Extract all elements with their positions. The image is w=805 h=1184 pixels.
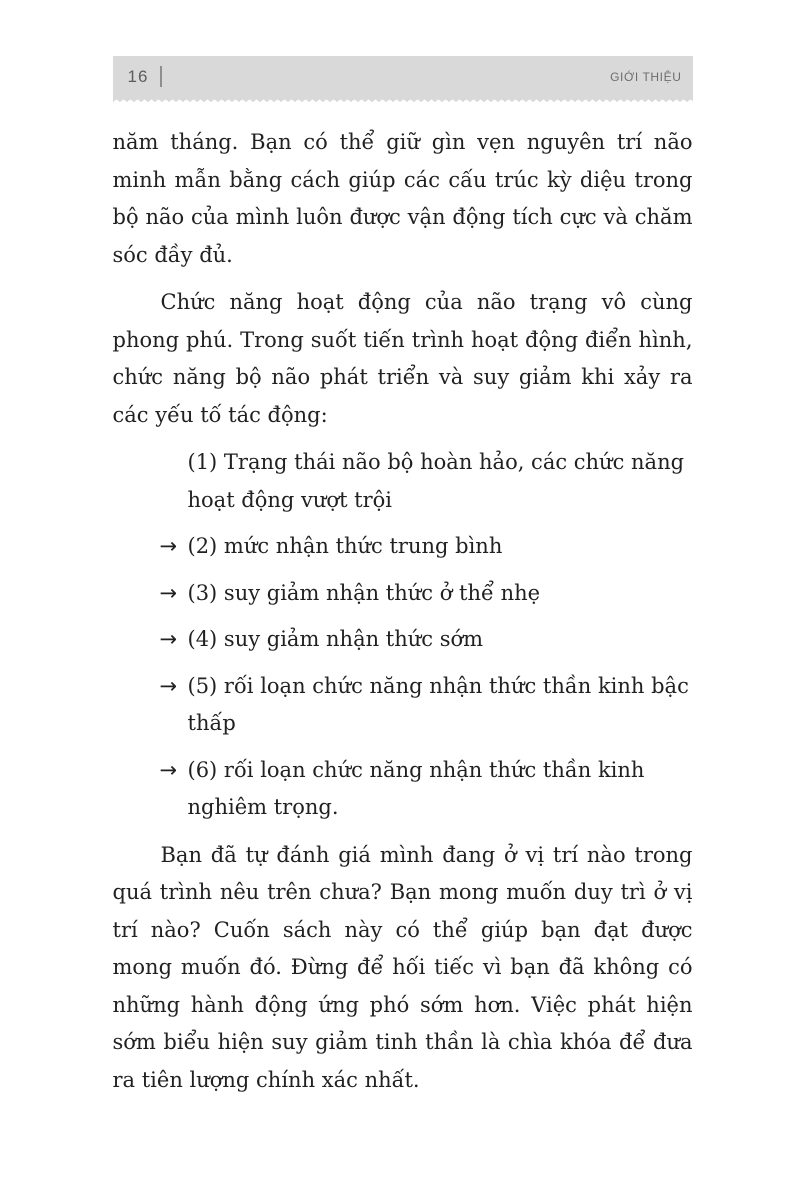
paragraph-2: Chức năng hoạt động của não trạng vô cùng phong phú. Trong suốt tiến trình hoạt động điển hình, chức năng bộ não phát triển và suy giảm khi xảy ra các yếu tố tác động:	[112, 290, 693, 427]
list-item	[113, 752, 693, 827]
list-item	[113, 528, 693, 566]
page-number: 16	[127, 66, 149, 86]
arrow-bullet-icon: →	[159, 627, 178, 651]
list-item	[113, 444, 693, 519]
arrow-bullet-icon: →	[159, 673, 178, 698]
page-content	[113, 97, 693, 1099]
list-item-text: (2) mức nhận thức trung bình	[187, 534, 503, 558]
list-item-text: (6) rối loạn chức năng nhận thức thần kinh nghiêm trọng.	[187, 757, 645, 819]
list-item-text: (4) suy giảm nhận thức sớm	[187, 627, 484, 651]
paragraph-1: năm tháng. Bạn có thể giữ gìn vẹn nguyên trí não minh mẫn bằng cách giúp các cấu trúc kỳ diệu trong bộ não của mình luôn được vận động tích cực và chăm sóc đầy đủ.	[112, 130, 693, 267]
list-item	[113, 668, 693, 743]
list-item-text: (1) Trạng thái não bộ hoàn hảo, các chức năng hoạt động vượt trội	[187, 450, 685, 512]
arrow-bullet-icon: →	[159, 534, 178, 558]
list-item	[113, 621, 693, 659]
effects-list	[113, 444, 693, 827]
perforation-edge	[113, 97, 693, 102]
page-header	[113, 56, 693, 97]
list-item-text: (5) rối loạn chức năng nhận thức thần kinh bậc thấp	[187, 673, 689, 735]
list-item-text: (3) suy giảm nhận thức ở thể nhẹ	[187, 580, 541, 605]
running-title: GIỚI THIỆU	[610, 69, 682, 84]
arrow-bullet-icon: →	[159, 757, 178, 782]
arrow-bullet-icon: →	[159, 580, 178, 605]
paragraph-3: Bạn đã tự đánh giá mình đang ở vị trí nào trong quá trình nêu trên chưa? Bạn mong muốn duy trì ở vị trí nào? Cuốn sách này có thể giúp bạn đạt được mong muốn đó. Đừng để hối tiếc vì bạn đã không có những hành động ứng phó sớm hơn. Việc phát hiện sớm biểu hiện suy giảm tinh thần là chìa khóa để đưa ra tiên lượng chính xác nhất.	[112, 842, 693, 1092]
list-item	[113, 575, 693, 613]
header-divider	[160, 66, 162, 87]
